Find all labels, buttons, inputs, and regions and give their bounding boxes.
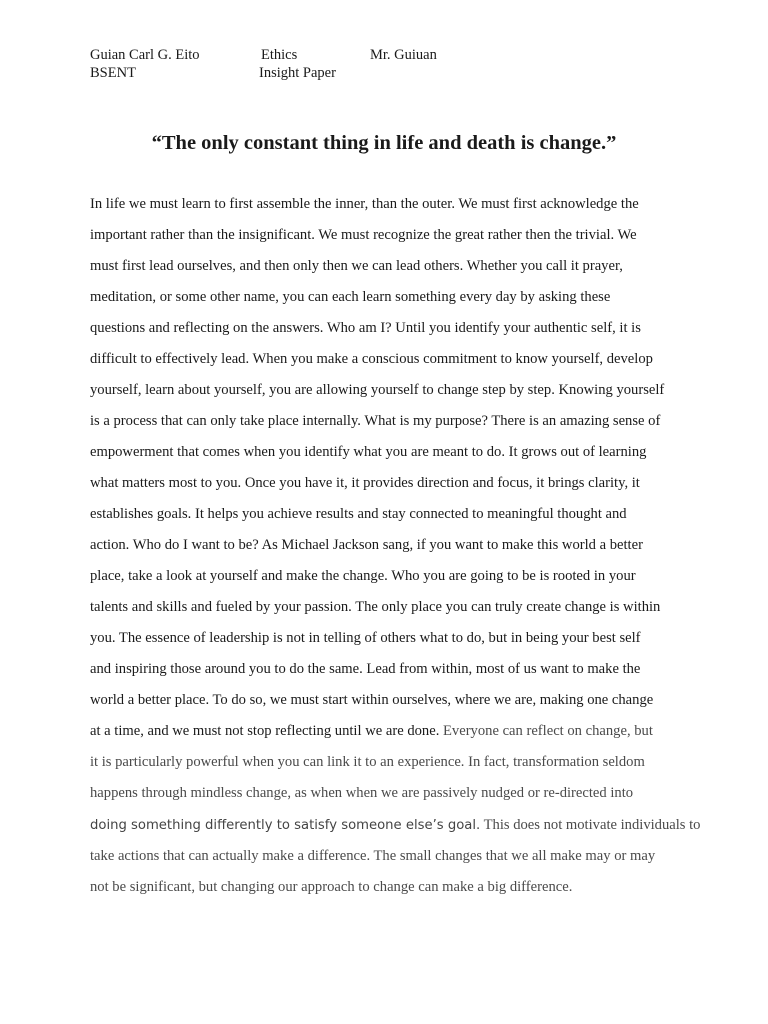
body-line: and inspiring those around you to do the same. Lead from within, most of us want to make the [90, 661, 641, 677]
body-line: talents and skills and fueled by your passion. The only place you can truly create change is within [90, 599, 661, 615]
body-line: world a better place. To do so, we must start within ourselves, where we are, making one change [90, 692, 654, 708]
body-line-segment: at a time, and we must not stop reflecting until we are done. [90, 723, 443, 739]
body-line: take actions that can actually make a difference. The small changes that we all make may or may [90, 848, 656, 864]
body-line: place, take a look at yourself and make the change. Who you are going to be is rooted in your [90, 568, 636, 584]
body-line: important rather than the insignificant. We must recognize the great rather then the trivial. We [90, 227, 637, 243]
header-author: Guian Carl G. Eito [90, 47, 200, 63]
body-line: empowerment that comes when you identify what you are meant to do. It grows out of learning [90, 444, 647, 460]
body-line: happens through mindless change, as when when we are passively nudged or re-directed into [90, 785, 634, 801]
header-instructor: Mr. Guiuan [370, 47, 437, 63]
body-line: action. Who do I want to be? As Michael Jackson sang, if you want to make this world a better [90, 537, 643, 553]
body-line: not be significant, but changing our approach to change can make a big difference. [90, 879, 573, 895]
page-title: “The only constant thing in life and death is change.” [151, 132, 617, 154]
body-line: In life we must learn to first assemble the inner, than the outer. We must first acknowledge the [90, 196, 639, 212]
body-line-segment: doing something differently to satisfy someone else’s goal. [90, 818, 481, 833]
body-line [90, 722, 653, 740]
body-line: establishes goals. It helps you achieve results and stay connected to meaningful thought and [90, 506, 627, 522]
body-line: yourself, learn about yourself, you are allowing yourself to change step by step. Knowing yourself [90, 382, 665, 398]
body-line [90, 816, 700, 835]
body-line-segment: Everyone can reflect on change, but [443, 723, 653, 739]
body-line: questions and reflecting on the answers. Who am I? Until you identify your authentic self, it is [90, 320, 641, 336]
body-line: what matters most to you. Once you have it, it provides direction and focus, it brings clarity, it [90, 475, 640, 491]
body-line: difficult to effectively lead. When you make a conscious commitment to know yourself, develop [90, 351, 653, 367]
header-subject: Ethics [261, 47, 298, 63]
header-doc-type: Insight Paper [259, 65, 336, 81]
body-line: meditation, or some other name, you can each learn something every day by asking these [90, 289, 611, 305]
header-course: BSENT [90, 65, 136, 81]
body-line: you. The essence of leadership is not in telling of others what to do, but in being your best self [90, 630, 641, 646]
body-line: is a process that can only take place internally. What is my purpose? There is an amazing sense of [90, 413, 661, 429]
body-line-segment: This does not motivate individuals to [480, 817, 701, 833]
body-line: it is particularly powerful when you can link it to an experience. In fact, transformation seldom [90, 754, 645, 770]
body-line: must first lead ourselves, and then only then we can lead others. Whether you call it prayer, [90, 258, 623, 274]
